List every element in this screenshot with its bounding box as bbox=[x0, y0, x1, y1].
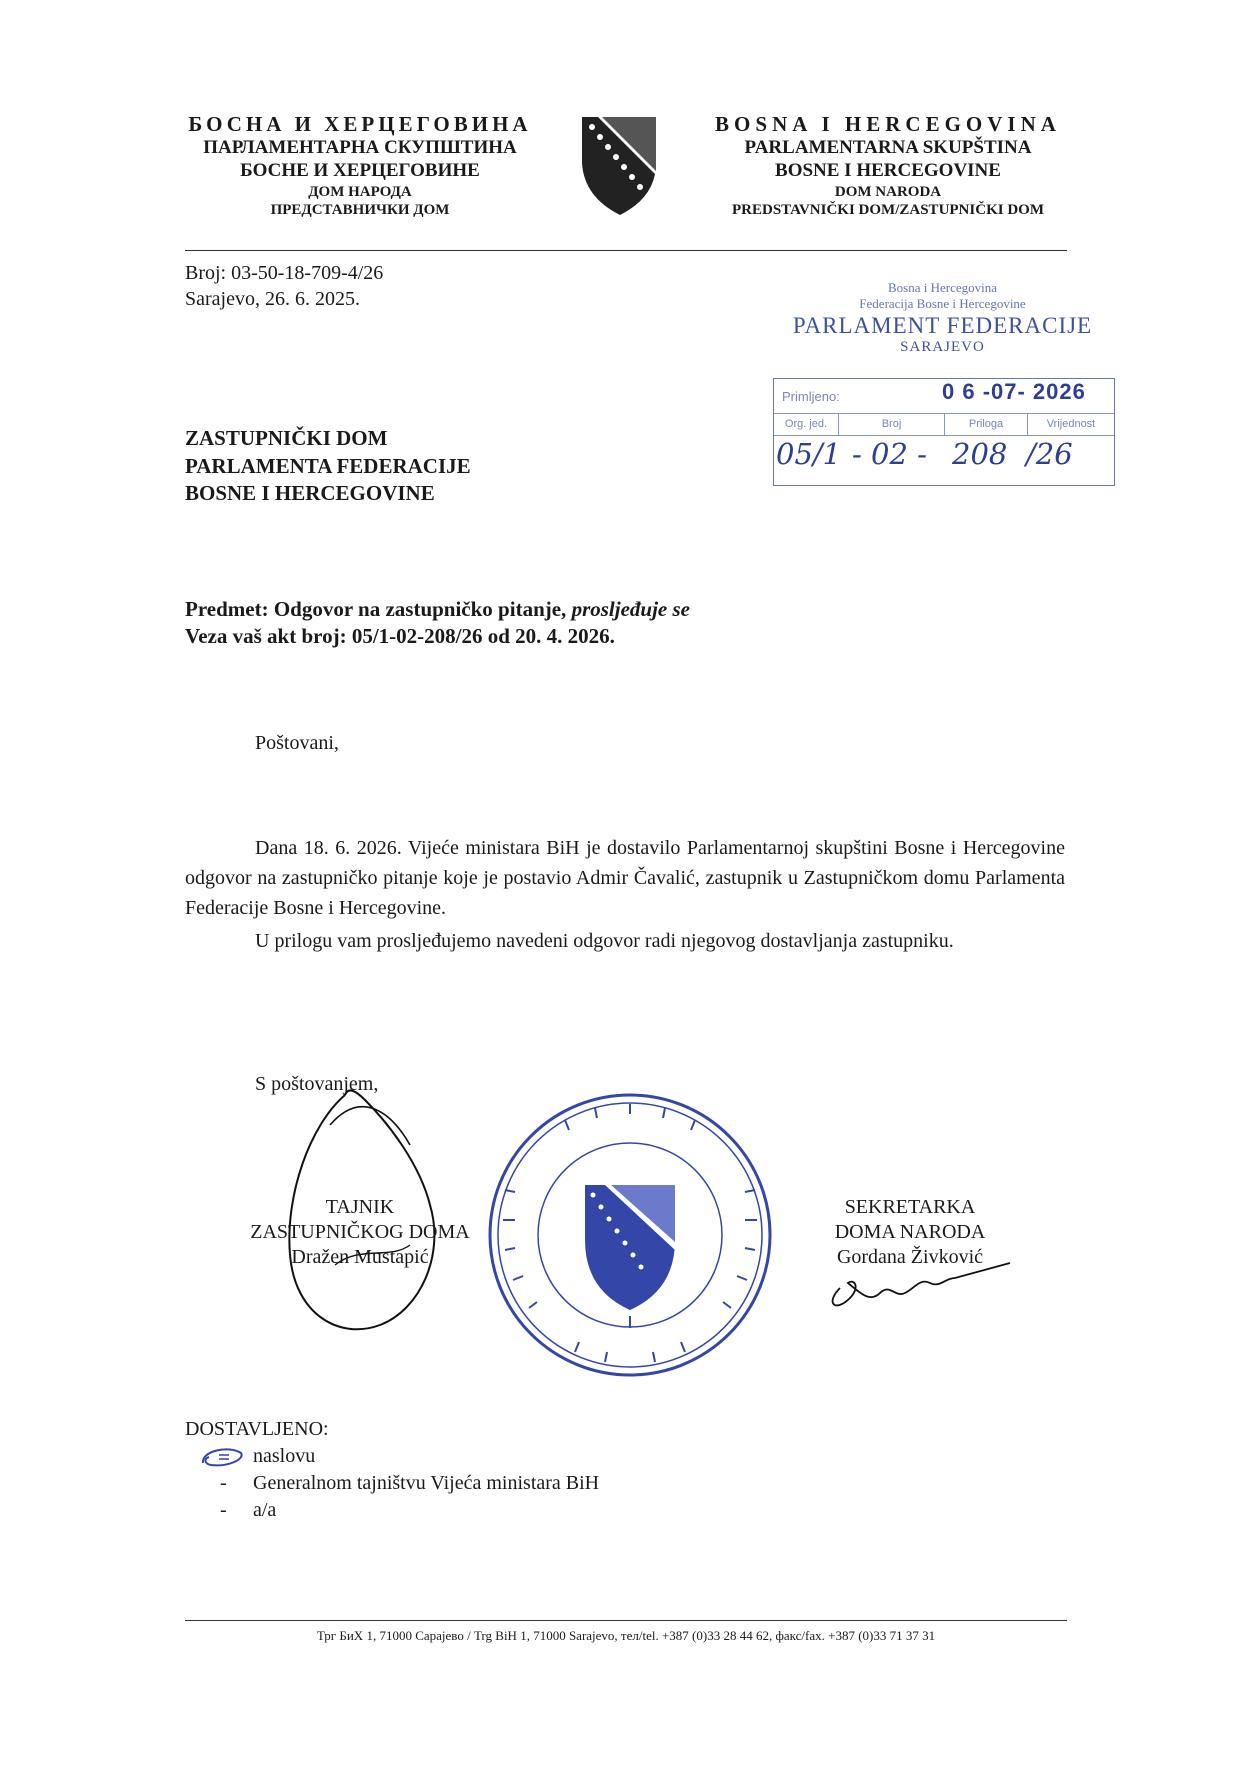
document-date: Sarajevo, 26. 6. 2025. bbox=[185, 288, 360, 310]
header-house1-cyr: ДОМ НАРОДА bbox=[308, 183, 412, 200]
header-country-cyr: БОСНА И ХЕРЦЕГОВИНА bbox=[188, 112, 532, 136]
list-dash: - bbox=[220, 1472, 227, 1494]
recipient-line3: BOSNE I HERCEGOVINE bbox=[185, 481, 435, 506]
stamp-country: Bosna i Hercegovina bbox=[887, 280, 998, 295]
recipient-address bbox=[185, 425, 471, 508]
subject-text: Predmet: Odgovor na zastupničko pitanje, bbox=[185, 597, 567, 621]
stamp-col-vrijednost: Vrijednost bbox=[1046, 418, 1096, 430]
stamp-parliament: PARLAMENT FEDERACIJE bbox=[792, 313, 1093, 339]
stamp-received-date: 0 6 -07- 2026 bbox=[942, 379, 1086, 404]
distribution-item-1: naslovu bbox=[253, 1445, 316, 1467]
document-number: Broj: 03-50-18-709-4/26 bbox=[185, 262, 384, 284]
subject-block bbox=[185, 596, 690, 651]
footer-address: Трг БиХ 1, 71000 Сарајево / Trg BiH 1, 71000 Sarajevo, тел/tel. +387 (0)33 28 44 62, факс/fax. +387 (0)33 71 37 31 bbox=[316, 1628, 936, 1643]
header-assembly2-lat: BOSNE I HERCEGOVINE bbox=[775, 159, 1001, 181]
signatory-left-title2: ZASTUPNIČKOG DOMA bbox=[250, 1221, 470, 1243]
list-item bbox=[185, 1443, 599, 1470]
stamp-val-vrijednost: /26 bbox=[1026, 437, 1073, 471]
list-item bbox=[185, 1497, 599, 1524]
stamp-city: SARAJEVO bbox=[900, 339, 985, 356]
signature-left-block bbox=[240, 1195, 480, 1270]
signatory-right-name: Gordana Živković bbox=[836, 1246, 984, 1268]
recipient-line1: ZASTUPNIČKI DOM bbox=[185, 426, 388, 450]
header-latin bbox=[688, 112, 1088, 219]
header-house1-lat: DOM NARODA bbox=[834, 183, 942, 200]
header-house2-cyr: ПРЕДСТАВНИЧКИ ДОМ bbox=[270, 201, 450, 218]
coat-of-arms-icon bbox=[580, 115, 658, 217]
stamp-val-org: 05/1 bbox=[776, 437, 842, 471]
stamp-received-row bbox=[774, 379, 1114, 414]
distribution-item-2: Generalnom tajništvu Vijeća ministara BiH bbox=[253, 1472, 600, 1494]
header-house2-lat: PREDSTAVNIČKI DOM/ZASTUPNIČKI DOM bbox=[732, 201, 1044, 218]
signatory-left-title1: TAJNIK bbox=[325, 1196, 395, 1218]
stamp-columns-row bbox=[774, 414, 1114, 436]
footer-divider bbox=[185, 1620, 1067, 1621]
stamp-val-broj: - 02 - bbox=[852, 437, 927, 471]
stamp-col-org: Org. jed. bbox=[774, 414, 839, 435]
header-cyrillic bbox=[170, 112, 550, 219]
recipient-line2: PARLAMENTA FEDERACIJE bbox=[185, 453, 471, 478]
signatory-left-name: Dražen Mustapić bbox=[291, 1246, 429, 1268]
distribution-heading: DOSTAVLJENO: bbox=[185, 1418, 329, 1440]
subject-reference: Veza vaš akt broj: 05/1-02-208/26 od 20. 4. 2026. bbox=[185, 624, 615, 649]
signature-right-block bbox=[820, 1195, 1000, 1270]
body-paragraph-1 bbox=[185, 833, 1065, 923]
body-paragraph-2 bbox=[185, 926, 1065, 956]
distribution-list bbox=[185, 1416, 599, 1524]
received-stamp-box bbox=[773, 378, 1115, 486]
subject-italic: prosljeđuje se bbox=[571, 597, 690, 621]
paragraph-1-text: Dana 18. 6. 2026. Vijeće ministara BiH je dostavilo Parlamentarnoj skupštini Bosne i Hercegovine odgovor na zastupničko pitanje koje je postavio Admir Čavalić, zastupnik u Zastupničkom domu Parlamenta Federacije Bosne i Hercegovine. bbox=[185, 837, 1065, 919]
stamp-federation: Federacija Bosne i Hercegovine bbox=[859, 295, 1026, 311]
header-assembly2-cyr: БОСНЕ И ХЕРЦЕГОВИНЕ bbox=[240, 159, 480, 181]
header-assembly-lat: PARLAMENTARNA SKUPŠTINA bbox=[744, 137, 1032, 159]
distribution-item-3: a/a bbox=[253, 1499, 277, 1521]
signatory-right-title1: SEKRETARKA bbox=[844, 1196, 976, 1218]
closing: S poštovanjem, bbox=[255, 1073, 379, 1095]
paragraph-2-text: U prilogu vam prosljeđujemo navedeni odgovor radi njegovog dostavljanja zastupniku. bbox=[255, 930, 954, 952]
header-divider bbox=[185, 250, 1067, 251]
received-stamp-header bbox=[770, 280, 1115, 356]
stamp-val-priloga: 208 bbox=[952, 437, 1008, 471]
subject-line bbox=[185, 596, 690, 623]
list-dash: - bbox=[220, 1499, 227, 1521]
signatory-right-title2: DOMA NARODA bbox=[834, 1221, 986, 1243]
official-seal-icon bbox=[485, 1090, 775, 1380]
header-country-lat: BOSNA I HERCEGOVINA bbox=[715, 112, 1061, 136]
stamp-col-broj: Broj bbox=[839, 414, 945, 435]
salutation: Poštovani, bbox=[255, 732, 339, 754]
stamp-received-label: Primljeno: bbox=[782, 389, 840, 404]
header-assembly-cyr: ПАРЛАМЕНТАРНА СКУПШТИНА bbox=[203, 137, 517, 159]
document-meta bbox=[185, 260, 383, 312]
list-item bbox=[185, 1470, 599, 1497]
handwritten-mark-icon bbox=[199, 1445, 245, 1469]
stamp-col-priloga: Priloga bbox=[945, 414, 1028, 435]
